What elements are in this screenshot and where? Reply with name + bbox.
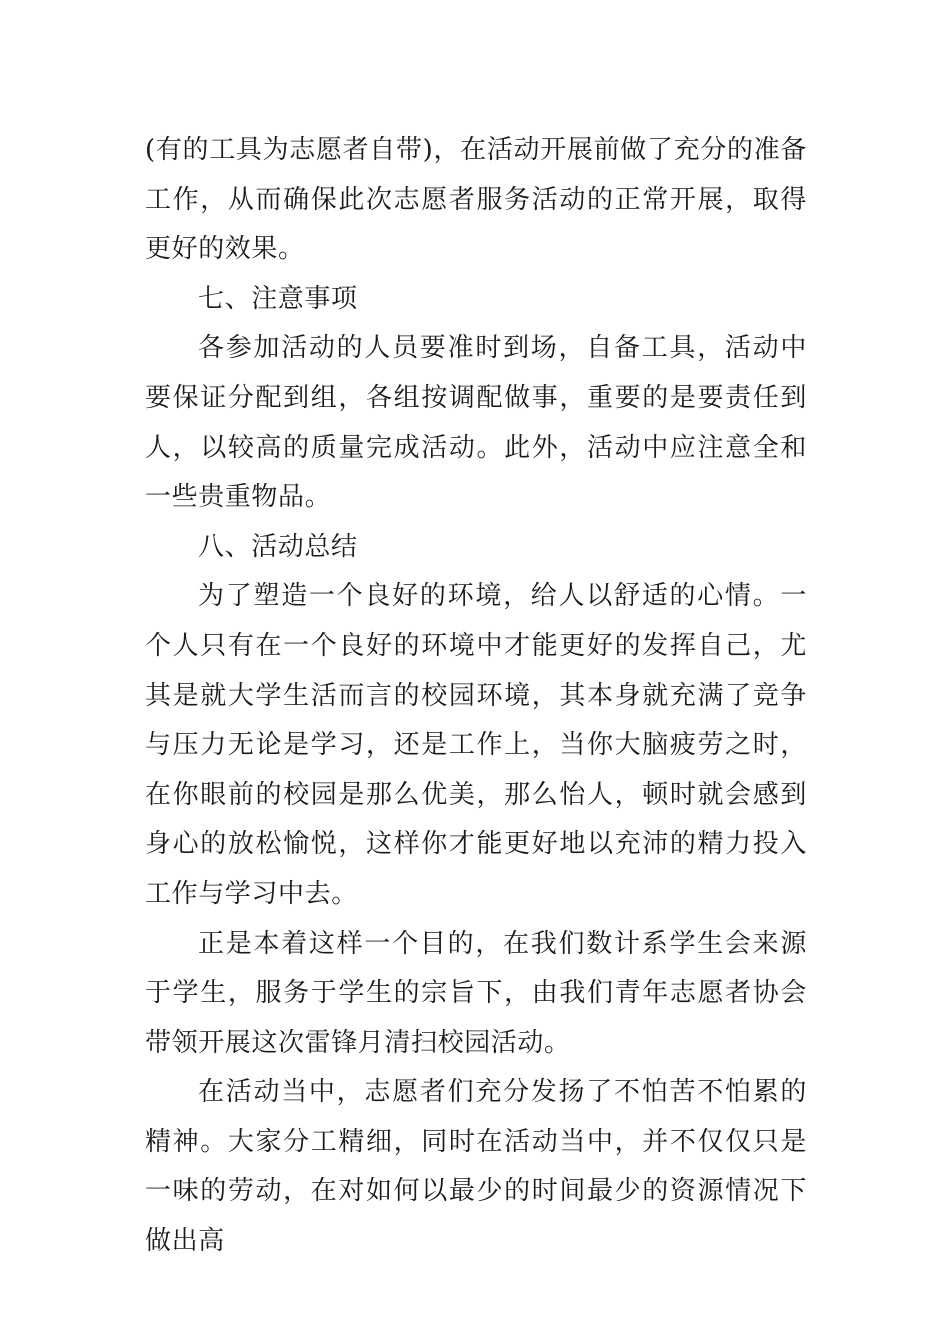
paragraph-precautions: 各参加活动的人员要准时到场，自备工具，活动中要保证分配到组，各组按调配做事，重要的是要责任到人，以较高的质量完成活动。此外，活动中应注意全和一些贵重物品。 [145,333,807,513]
paragraph-volunteer-spirit: 在活动当中，志愿者们充分发扬了不怕苦不怕累的精神。大家分工精细，同时在活动当中，并不仅仅只是一味的劳动，在对如何以最少的时间最少的资源情况下做出高 [145,1077,807,1257]
heading-activity-summary: 八、活动总结 [198,531,358,562]
paragraph-tools-preparation: (有的工具为志愿者自带)，在活动开展前做了充分的准备工作，从而确保此次志愿者服务活动的正常开展，取得更好的效果。 [145,135,807,265]
heading-precautions: 七、注意事项 [198,283,358,314]
document-body [145,126,807,1267]
paragraph-purpose: 正是本着这样一个目的，在我们数计系学生会来源于学生，服务于学生的宗旨下，由我们青年志愿者协会带领开展这次雷锋月清扫校园活动。 [145,928,807,1058]
paragraph-environment: 为了塑造一个良好的环境，给人以舒适的心情。一个人只有在一个良好的环境中才能更好的发挥自己，尤其是就大学生活而言的校园环境，其本身就充满了竞争与压力无论是学习，还是工作上，当你大脑疲劳之时，在你眼前的校园是那么优美，那么怡人，顿时就会感到身心的放松愉悦，这样你才能更好地以充沛的精力投入工作与学习中去。 [145,581,807,909]
